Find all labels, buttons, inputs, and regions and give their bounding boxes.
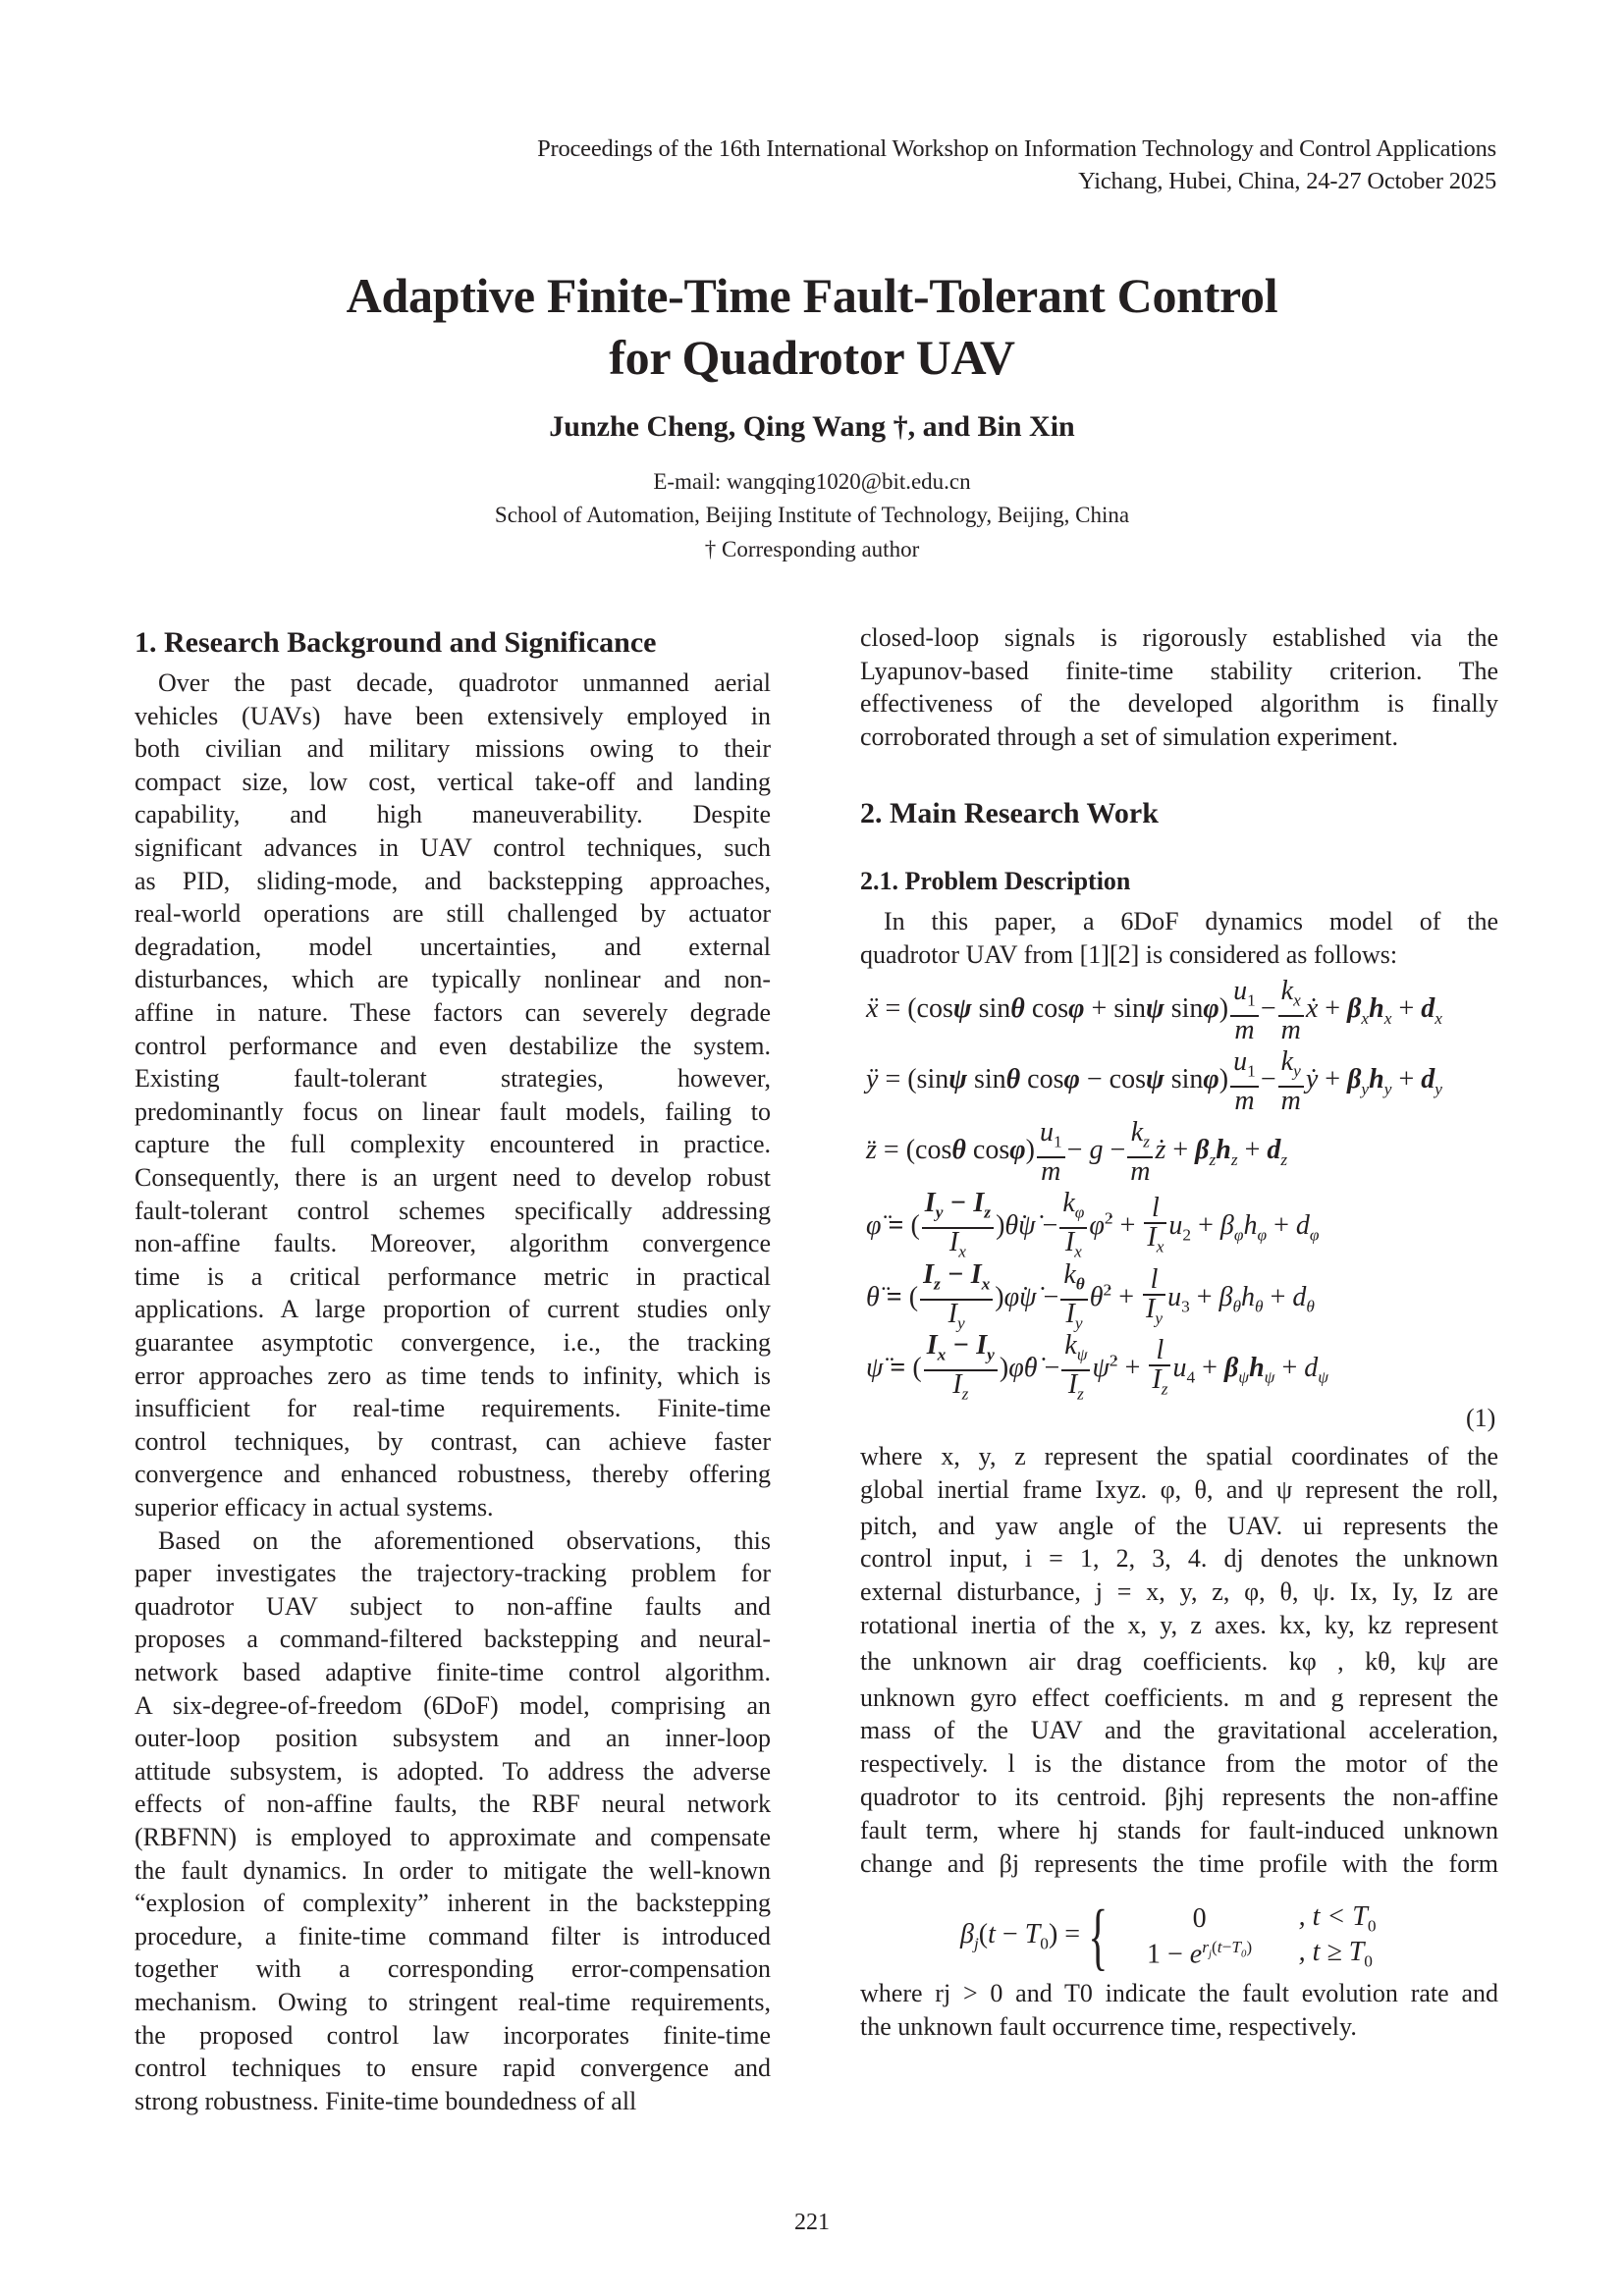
author-list: Junzhe Cheng, Qing Wang †, and Bin Xin bbox=[549, 410, 1075, 443]
text-line: Consequently, there is an urgent need to develop robust bbox=[135, 1163, 771, 1192]
text-line: convergence and enhanced robustness, thereby offering bbox=[135, 1460, 771, 1489]
text-line: compact size, low cost, vertical take-off and landing bbox=[135, 767, 771, 796]
text-line: control techniques to ensure rapid convergence and bbox=[135, 2054, 771, 2083]
subsection-2-1-heading: 2.1. Problem Description bbox=[860, 867, 1131, 895]
location-date-header: Yichang, Hubei, China, 24-27 October 2025 bbox=[1078, 168, 1496, 194]
paper-title-line-1: Adaptive Finite-Time Fault-Tolerant Control bbox=[346, 268, 1278, 323]
text-line: both civilian and military missions owing to their bbox=[135, 734, 771, 764]
author-email: E-mail: wangqing1020@bit.edu.cn bbox=[653, 469, 971, 494]
text-line: rotational inertia of the x, y, z axes. kx, ky, kz represent bbox=[860, 1611, 1498, 1639]
text-line: corroborated through a set of simulation experiment. bbox=[860, 721, 1399, 751]
text-line: effectiveness of the developed algorithm is finally bbox=[860, 689, 1498, 719]
text-line: the proposed control law incorporates finite-time bbox=[135, 2020, 771, 2050]
text-line: global inertial frame Ixyz. φ, θ, and ψ represent the roll, bbox=[860, 1474, 1498, 1504]
author-institution: School of Automation, Beijing Institute of Technology, Beijing, China bbox=[494, 503, 1130, 527]
text-line: where rj > 0 and T0 indicate the fault evolution rate and bbox=[860, 1979, 1498, 2007]
text-line: “explosion of complexity” inherent in the backstepping bbox=[135, 1889, 771, 1918]
text-line: non-affine faults. Moreover, algorithm convergence bbox=[135, 1229, 771, 1258]
text-line: quadrotor to its centroid. βjhj represents the non-affine bbox=[860, 1783, 1498, 1811]
equation-number: (1) bbox=[1466, 1404, 1496, 1432]
text-line: control performance and even destabilize the system. bbox=[135, 1031, 771, 1060]
case-1-value: 0 bbox=[1192, 1903, 1207, 1934]
text-line: disturbances, which are typically nonlinear and non- bbox=[135, 965, 771, 994]
section-1-heading: 1. Research Background and Significance bbox=[135, 626, 657, 659]
text-line: degradation, model uncertainties, and external bbox=[135, 932, 771, 961]
fault-profile-equation: $\beta_j(t - T_0)$ = { 0 , $t < T_0$ $1 - e^{r_j(t-T_0)}$ , $t \ge T_0$ bbox=[960, 1896, 1377, 1978]
text-line: external disturbance, j = x, y, z, φ, θ, ψ. Ix, Iy, Iz are bbox=[860, 1577, 1498, 1607]
text-line: In this paper, a 6DoF dynamics model of the bbox=[884, 907, 1498, 935]
text-line: real-world operations are still challenged by actuator bbox=[135, 899, 771, 929]
text-line: vehicles (UAVs) have been extensively employed in bbox=[135, 701, 771, 730]
text-line: together with a corresponding error-compensation bbox=[135, 1954, 771, 1984]
text-line: fault-tolerant control schemes specifically addressing bbox=[135, 1196, 771, 1225]
text-line: pitch, and yaw angle of the UAV. ui represents the bbox=[860, 1511, 1498, 1540]
text-line: control input, i = 1, 2, 3, 4. dj denotes the unknown bbox=[860, 1544, 1498, 1574]
text-line: network based adaptive finite-time control algorithm. bbox=[135, 1658, 771, 1686]
text-line: strong robustness. Finite-time boundedness of all bbox=[135, 2086, 637, 2115]
text-line: quadrotor UAV subject to non-affine faults and bbox=[135, 1591, 771, 1621]
text-line: procedure, a finite-time command filter is introduced bbox=[135, 1921, 771, 1950]
text-line: paper investigates the trajectory-tracking problem for bbox=[135, 1559, 771, 1588]
equation-theta: θ̈ = ( $\frac{I_z - I_x}{I_y}$ )φ̇ψ̇ − $\frac{k_\theta}{I_y}$ θ̇$^2$ + $\frac{l}{I_y}$ $u_3 + \beta_\theta h_\theta + d_\theta$ bbox=[866, 1259, 1315, 1333]
paper-title-line-2: for Quadrotor UAV bbox=[609, 330, 1015, 385]
corresponding-author-note: † Corresponding author bbox=[704, 537, 920, 561]
text-line: outer-loop position subsystem and an inner-loop bbox=[135, 1724, 771, 1753]
text-line: the unknown air drag coefficients. kφ , kθ, kψ are bbox=[860, 1646, 1498, 1676]
text-line: change and βj represents the time profile with the form bbox=[860, 1848, 1498, 1878]
text-line: insufficient for real-time requirements. Finite-time bbox=[135, 1394, 771, 1423]
equation-phi: φ̈ = ( $\frac{I_y - I_z}{I_x}$ )θ̇ψ̇ − $\frac{k_\varphi}{I_x}$ φ̇$^2$ + $\frac{l}{I_x}$ $u_2 + \beta_\varphi h_\varphi + d_\varphi$ bbox=[866, 1188, 1320, 1261]
text-line: affine in nature. These factors can severely degrade bbox=[135, 998, 771, 1027]
equation-y: ÿ = (sinψ sinθ cosφ − cosψ sinφ) $\frac{u_1}{m}$ − $\frac{k_y}{m}$ ẏ + $\beta_yh_y + d_y$ bbox=[866, 1046, 1442, 1116]
text-line: mass of the UAV and the gravitational acceleration, bbox=[860, 1716, 1498, 1745]
text-line: effects of non-affine faults, the RBF neural network bbox=[135, 1789, 771, 1819]
text-line: as PID, sliding-mode, and backstepping approaches, bbox=[135, 866, 771, 895]
text-line: Over the past decade, quadrotor unmanned aerial bbox=[158, 668, 771, 697]
text-line: Existing fault-tolerant strategies, however, bbox=[135, 1064, 771, 1094]
text-line: where x, y, z represent the spatial coordinates of the bbox=[860, 1442, 1498, 1470]
text-line: respectively. l is the distance from the motor of the bbox=[860, 1749, 1498, 1779]
text-line: Based on the aforementioned observations, this bbox=[158, 1525, 771, 1555]
section-2-heading: 2. Main Research Work bbox=[860, 797, 1159, 829]
text-line: Lyapunov-based finite-time stability criterion. The bbox=[860, 656, 1498, 685]
text-line: proposes a command-filtered backstepping and neural- bbox=[135, 1625, 771, 1654]
text-line: control techniques, by contrast, can achieve faster bbox=[135, 1426, 771, 1456]
text-line: unknown gyro effect coefficients. m and g represent the bbox=[860, 1682, 1498, 1712]
text-line: closed-loop signals is rigorously established via the bbox=[860, 623, 1498, 652]
text-line: significant advances in UAV control techniques, such bbox=[135, 833, 771, 862]
text-line: mechanism. Owing to stringent real-time requirements, bbox=[135, 1988, 771, 2016]
text-line: error approaches zero as time tends to infinity, which is bbox=[135, 1361, 771, 1390]
page-number: 221 bbox=[794, 2210, 830, 2235]
text-line: capability, and high maneuverability. Despite bbox=[135, 800, 771, 829]
text-line: fault term, where hj stands for fault-induced unknown bbox=[860, 1815, 1498, 1844]
equation-psi: ψ̈ = ( $\frac{I_x - I_y}{I_z}$ )φ̇θ̇ − $\frac{k_\psi}{I_z}$ ψ̇$^2$ + $\frac{l}{I_z}$ $u_4 + \beta_\psi h_\psi + d_\psi$ bbox=[866, 1330, 1329, 1404]
text-line: predominantly focus on linear fault models, failing to bbox=[135, 1096, 771, 1126]
text-line: applications. A large proportion of current studies only bbox=[135, 1295, 771, 1324]
case-2-value: $1 - e^{r_j(t-T_0)}$ bbox=[1146, 1938, 1253, 1970]
text-line: A six-degree-of-freedom (6DoF) model, comprising an bbox=[135, 1690, 771, 1720]
equation-x: ẍ = (cosψ sinθ cosφ + sinψ sinφ) $\frac{u_1}{m}$ − $\frac{k_x}{m}$ ẋ + $\beta_xh_x + d_x$ bbox=[866, 976, 1442, 1045]
text-line: superior efficacy in actual systems. bbox=[135, 1493, 494, 1522]
equation-z: z̈ = (cosθ cosφ) $\frac{u_1}{m}$ − g − $\frac{k_z}{m}$ ż + $\beta_zh_z + d_z$ bbox=[866, 1117, 1288, 1187]
text-line: quadrotor UAV from [1][2] is considered as follows: bbox=[860, 939, 1398, 969]
proceedings-header: Proceedings of the 16th International Workshop on Information Technology and Control Applications bbox=[537, 135, 1496, 162]
text-line: (RBFNN) is employed to approximate and compensate bbox=[135, 1823, 771, 1851]
text-line: time is a critical performance metric in practical bbox=[135, 1261, 771, 1291]
text-line: the fault dynamics. In order to mitigate the well-known bbox=[135, 1855, 771, 1885]
text-line: capture the full complexity encountered in practice. bbox=[135, 1130, 771, 1159]
text-line: attitude subsystem, is adopted. To address the adverse bbox=[135, 1756, 771, 1786]
text-line: guarantee asymptotic convergence, i.e., the tracking bbox=[135, 1328, 771, 1357]
text-line: the unknown fault occurrence time, respectively. bbox=[860, 2011, 1357, 2041]
